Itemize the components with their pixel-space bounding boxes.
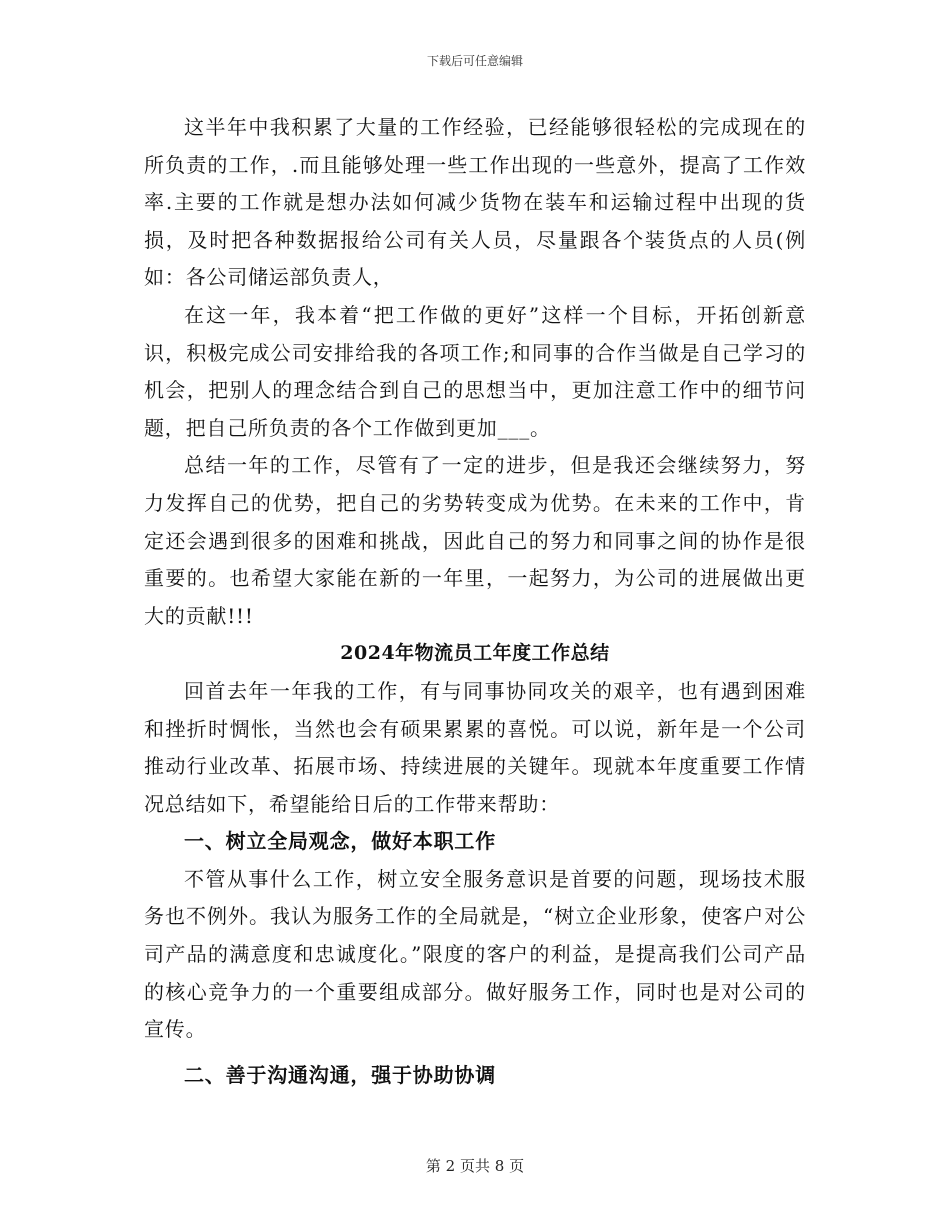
section-heading-2: 二、善于沟通沟通，强于协助协调 bbox=[184, 1062, 496, 1087]
paragraph-innovation: 在这一年，我本着“把工作做的更好”这样一个目标，开拓创新意识，积极完成公司安排给我的各项工作;和同事的合作当做是自己学习的机会，把别人的理念结合到自己的思想当中，更加注意工作中的细节问题，把自己所负责的各个工作做到更加___。 bbox=[144, 302, 806, 440]
document-body bbox=[144, 109, 806, 1094]
paragraph-experience: 这半年中我积累了大量的工作经验，已经能够很轻松的完成现在的所负责的工作，.而且能够处理一些工作出现的一些意外，提高了工作效率.主要的工作就是想办法如何减少货物在装车和运输过程中出现的货损，及时把各种数据报给公司有关人员，尽量跟各个装货点的人员(例如：各公司储运部负责人， bbox=[144, 115, 806, 290]
section-heading-1: 一、树立全局观念，做好本职工作 bbox=[184, 829, 496, 854]
document-title: 2024年物流员工年度工作总结 bbox=[340, 642, 610, 665]
paragraph-summary: 总结一年的工作，尽管有了一定的进步，但是我还会继续努力，努力发挥自己的优势，把自己的劣势转变成为优势。在未来的工作中，肯定还会遇到很多的困难和挑战，因此自己的努力和同事之间的协作是很重要的。也希望大家能在新的一年里，一起努力，为公司的进展做出更大的贡献!!! bbox=[144, 453, 806, 628]
page-footer: 第 2 页共 8 页 bbox=[425, 1157, 525, 1175]
paragraph-section-1: 不管从事什么工作，树立安全服务意识是首要的问题，现场技术服务也不例外。我认为服务工作的全局就是，“树立企业形象，使客户对公司产品的满意度和忠诚度化。”限度的客户的利益，是提高我们公司产品的核心竞争力的一个重要组成部分。做好服务工作，同时也是对公司的宣传。 bbox=[144, 866, 806, 1042]
page-header: 下载后可任意编辑 bbox=[426, 54, 523, 68]
paragraph-intro: 回首去年一年我的工作，有与同事协同攻关的艰辛，也有遇到困难和挫折时惆怅，当然也会有硕果累累的喜悦。可以说，新年是一个公司推动行业改革、拓展市场、持续进展的关键年。现就本年度重要工作情况总结如下，希望能给日后的工作带来帮助： bbox=[144, 678, 806, 816]
